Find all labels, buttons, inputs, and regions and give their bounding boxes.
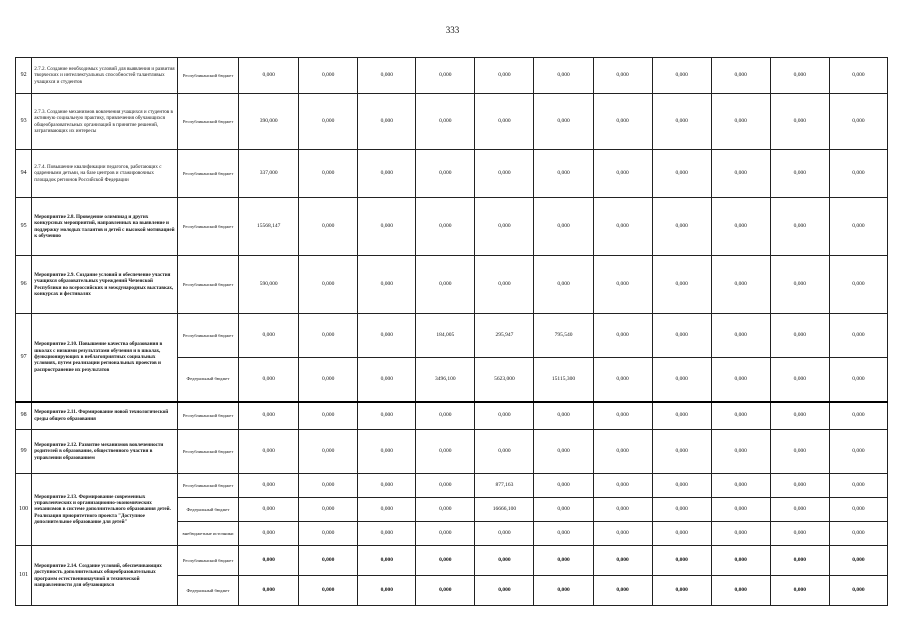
budget-value: 16666,100 xyxy=(475,498,534,522)
budget-value: 0,000 xyxy=(358,576,416,606)
funding-source: Республиканский бюджет xyxy=(177,402,238,430)
budget-value: 3496,100 xyxy=(416,358,475,402)
budget-value: 0,000 xyxy=(652,546,711,576)
row-number: 96 xyxy=(16,256,32,314)
budget-value: 0,000 xyxy=(652,402,711,430)
funding-source: Республиканский бюджет xyxy=(177,150,238,198)
budget-value: 0,000 xyxy=(593,94,652,150)
budget-value: 0,000 xyxy=(829,198,887,256)
activity-name: Мероприятие 2.14. Создание условий, обеспечивающих доступность дополнительных общеобразовательных программ естественнонаучной и технической направленности для обучающихся xyxy=(32,546,178,606)
funding-source: Республиканский бюджет xyxy=(177,474,238,498)
budget-value: 0,000 xyxy=(711,358,770,402)
budget-value: 0,000 xyxy=(358,58,416,94)
budget-value: 0,000 xyxy=(416,150,475,198)
budget-value: 0,000 xyxy=(358,314,416,358)
row-number: 98 xyxy=(16,402,32,430)
budget-value: 0,000 xyxy=(358,498,416,522)
budget-value: 0,000 xyxy=(475,256,534,314)
budget-value: 0,000 xyxy=(358,402,416,430)
budget-value: 0,000 xyxy=(770,498,829,522)
budget-value: 0,000 xyxy=(299,256,358,314)
funding-source: Республиканский бюджет xyxy=(177,546,238,576)
budget-value: 0,000 xyxy=(652,94,711,150)
budget-value: 0,000 xyxy=(829,314,887,358)
budget-value: 0,000 xyxy=(534,522,593,546)
funding-source: Федеральный бюджет xyxy=(177,498,238,522)
budget-value: 0,000 xyxy=(534,474,593,498)
budget-value: 0,000 xyxy=(534,430,593,474)
budget-value: 0,000 xyxy=(299,474,358,498)
budget-value: 0,000 xyxy=(416,256,475,314)
budget-value: 0,000 xyxy=(593,498,652,522)
budget-value: 0,000 xyxy=(416,522,475,546)
budget-value: 0,000 xyxy=(770,358,829,402)
budget-value: 0,000 xyxy=(593,358,652,402)
budget-value: 0,000 xyxy=(593,430,652,474)
budget-value: 0,000 xyxy=(239,576,299,606)
table-row xyxy=(16,150,888,198)
row-number: 100 xyxy=(16,474,32,546)
budget-value: 0,000 xyxy=(829,474,887,498)
budget-value: 0,000 xyxy=(593,402,652,430)
funding-source: Федеральный бюджет xyxy=(177,576,238,606)
funding-source: Республиканский бюджет xyxy=(177,430,238,474)
budget-value: 0,000 xyxy=(770,522,829,546)
budget-value: 0,000 xyxy=(829,150,887,198)
budget-value: 0,000 xyxy=(475,522,534,546)
budget-value: 0,000 xyxy=(829,576,887,606)
row-number: 101 xyxy=(16,546,32,606)
activity-name: 2.7.2. Создание необходимых условий для выявления и развития творческих и интеллектуальных способностей талантливых учащихся и студентов xyxy=(32,58,178,94)
budget-value: 0,000 xyxy=(770,256,829,314)
budget-value: 0,000 xyxy=(416,402,475,430)
budget-value: 0,000 xyxy=(770,546,829,576)
budget-value: 0,000 xyxy=(770,198,829,256)
table-row xyxy=(16,198,888,256)
budget-value: 0,000 xyxy=(239,474,299,498)
budget-value: 0,000 xyxy=(711,198,770,256)
budget-value: 0,000 xyxy=(829,546,887,576)
budget-value: 0,000 xyxy=(770,150,829,198)
budget-value: 0,000 xyxy=(770,576,829,606)
budget-value: 0,000 xyxy=(239,58,299,94)
budget-value: 0,000 xyxy=(416,58,475,94)
budget-value: 0,000 xyxy=(829,58,887,94)
budget-value: 0,000 xyxy=(239,546,299,576)
budget-value: 0,000 xyxy=(416,198,475,256)
budget-value: 0,000 xyxy=(652,198,711,256)
budget-value: 0,000 xyxy=(358,430,416,474)
budget-value: 0,000 xyxy=(358,474,416,498)
budget-value: 0,000 xyxy=(299,546,358,576)
budget-value: 0,000 xyxy=(475,58,534,94)
budget-value: 0,000 xyxy=(652,576,711,606)
budget-value: 0,000 xyxy=(652,150,711,198)
budget-value: 0,000 xyxy=(534,58,593,94)
budget-value: 0,000 xyxy=(652,430,711,474)
activity-name: 2.7.3. Создание механизмов вовлечения учащихся и студентов в активную социальную практику, привлечения обучающихся общеобразовательных организаций в принятие решений, затрагивающих их интересы xyxy=(32,94,178,150)
budget-table xyxy=(15,57,888,606)
budget-value: 0,000 xyxy=(239,402,299,430)
budget-value: 0,000 xyxy=(652,358,711,402)
budget-value: 0,000 xyxy=(416,576,475,606)
table-row xyxy=(16,94,888,150)
budget-value: 0,000 xyxy=(299,498,358,522)
budget-value: 0,000 xyxy=(299,522,358,546)
table-row xyxy=(16,402,888,430)
row-number: 99 xyxy=(16,430,32,474)
budget-value: 0,000 xyxy=(711,402,770,430)
budget-value: 0,000 xyxy=(534,546,593,576)
budget-value: 0,000 xyxy=(475,150,534,198)
budget-value: 0,000 xyxy=(770,474,829,498)
budget-value: 0,000 xyxy=(299,58,358,94)
budget-value: 0,000 xyxy=(711,314,770,358)
budget-value: 0,000 xyxy=(358,522,416,546)
budget-value: 0,000 xyxy=(593,522,652,546)
table-row xyxy=(16,314,888,358)
table-row xyxy=(16,546,888,576)
budget-value: 0,000 xyxy=(475,94,534,150)
budget-value: 0,000 xyxy=(711,58,770,94)
budget-value: 0,000 xyxy=(299,358,358,402)
activity-name: Мероприятие 2.8. Проведение олимпиад и других конкурсных мероприятий, направленных на выявление и поддержку молодых талантов и детей с высокой мотивацией к обучению xyxy=(32,198,178,256)
budget-value: 295,947 xyxy=(475,314,534,358)
budget-value: 15115,300 xyxy=(534,358,593,402)
budget-value: 0,000 xyxy=(652,314,711,358)
budget-value: 0,000 xyxy=(711,430,770,474)
budget-value: 0,000 xyxy=(652,498,711,522)
budget-value: 0,000 xyxy=(829,358,887,402)
row-number: 92 xyxy=(16,58,32,94)
budget-value: 0,000 xyxy=(475,546,534,576)
budget-value: 0,000 xyxy=(829,498,887,522)
budget-value: 0,000 xyxy=(711,256,770,314)
budget-value: 0,000 xyxy=(358,256,416,314)
budget-value: 0,000 xyxy=(416,498,475,522)
budget-value: 0,000 xyxy=(299,402,358,430)
budget-value: 0,000 xyxy=(358,94,416,150)
budget-value: 0,000 xyxy=(358,198,416,256)
budget-value: 337,000 xyxy=(239,150,299,198)
page-number: 333 xyxy=(445,25,460,35)
budget-value: 590,000 xyxy=(239,256,299,314)
budget-value: 0,000 xyxy=(593,546,652,576)
budget-value: 0,000 xyxy=(239,314,299,358)
budget-value: 0,000 xyxy=(534,576,593,606)
budget-value: 0,000 xyxy=(770,94,829,150)
budget-value: 0,000 xyxy=(593,576,652,606)
funding-source: Федеральный бюджет xyxy=(177,358,238,402)
budget-value: 5623,000 xyxy=(475,358,534,402)
budget-value: 0,000 xyxy=(829,94,887,150)
budget-value: 0,000 xyxy=(593,198,652,256)
budget-value: 877,163 xyxy=(475,474,534,498)
budget-value: 0,000 xyxy=(299,94,358,150)
budget-value: 0,000 xyxy=(239,430,299,474)
budget-value: 0,000 xyxy=(711,94,770,150)
budget-value: 0,000 xyxy=(299,430,358,474)
budget-value: 0,000 xyxy=(239,498,299,522)
budget-value: 0,000 xyxy=(652,522,711,546)
funding-source: Республиканский бюджет xyxy=(177,94,238,150)
budget-value: 0,000 xyxy=(711,546,770,576)
table-row xyxy=(16,474,888,498)
budget-value: 0,000 xyxy=(299,576,358,606)
budget-value: 0,000 xyxy=(475,402,534,430)
budget-value: 0,000 xyxy=(829,256,887,314)
activity-name: Мероприятие 2.9. Создание условий и обеспечение участия учащихся образовательных учреждений Чеченской Республики во всероссийских и международных выставках, конкурсах и фестивалях xyxy=(32,256,178,314)
budget-value: 0,000 xyxy=(652,474,711,498)
budget-value: 0,000 xyxy=(416,474,475,498)
budget-value: 0,000 xyxy=(358,358,416,402)
activity-name: Мероприятие 2.12. Развитие механизмов вовлеченности родителей в образование, общественного участия в управлении образованием xyxy=(32,430,178,474)
budget-value: 0,000 xyxy=(770,314,829,358)
budget-value: 0,000 xyxy=(711,474,770,498)
budget-value: 0,000 xyxy=(593,474,652,498)
table-row xyxy=(16,256,888,314)
row-number: 94 xyxy=(16,150,32,198)
activity-name: Мероприятие 2.10. Повышение качества образования в школах с низкими результатами обучения и в школах, функционирующих в неблагоприятных социальных условиях, путем реализации региональных проектов и распространение их результатов xyxy=(32,314,178,402)
budget-value: 0,000 xyxy=(829,522,887,546)
budget-value: 0,000 xyxy=(534,256,593,314)
funding-source: Республиканский бюджет xyxy=(177,58,238,94)
row-number: 93 xyxy=(16,94,32,150)
budget-value: 0,000 xyxy=(299,150,358,198)
budget-value: 0,000 xyxy=(358,546,416,576)
budget-value: 0,000 xyxy=(358,150,416,198)
budget-value: 0,000 xyxy=(652,58,711,94)
budget-value: 390,000 xyxy=(239,94,299,150)
budget-value: 0,000 xyxy=(239,522,299,546)
budget-value: 0,000 xyxy=(299,314,358,358)
budget-value: 184,005 xyxy=(416,314,475,358)
budget-value: 0,000 xyxy=(593,314,652,358)
budget-value: 0,000 xyxy=(475,198,534,256)
budget-value: 0,000 xyxy=(829,402,887,430)
budget-value: 0,000 xyxy=(711,150,770,198)
budget-value: 0,000 xyxy=(299,198,358,256)
table-body xyxy=(16,58,888,606)
funding-source: Республиканский бюджет xyxy=(177,256,238,314)
budget-value: 0,000 xyxy=(593,58,652,94)
activity-name: Мероприятие 2.13. Формирование современных управленческих и организационно-экономических механизмов в системе дополнительного образования детей. Реализация приоритетного проекта "Доступное дополнительное образование для детей" xyxy=(32,474,178,546)
budget-value: 0,000 xyxy=(534,498,593,522)
budget-value: 0,000 xyxy=(416,94,475,150)
budget-value: 0,000 xyxy=(829,430,887,474)
budget-value: 0,000 xyxy=(534,94,593,150)
budget-value: 0,000 xyxy=(534,198,593,256)
activity-name: 2.7.4. Повышение квалификации педагогов, работающих с одаренными детьми, на базе центров и стажировочных площадок регионов Российской Федерации xyxy=(32,150,178,198)
budget-value: 0,000 xyxy=(416,546,475,576)
funding-source: внебюджетные источники xyxy=(177,522,238,546)
budget-value: 15568,147 xyxy=(239,198,299,256)
budget-value: 0,000 xyxy=(239,358,299,402)
budget-value: 0,000 xyxy=(416,430,475,474)
budget-value: 0,000 xyxy=(593,150,652,198)
budget-value: 0,000 xyxy=(652,256,711,314)
budget-value: 0,000 xyxy=(593,256,652,314)
funding-source: Республиканский бюджет xyxy=(177,314,238,358)
budget-value: 0,000 xyxy=(475,576,534,606)
budget-value: 0,000 xyxy=(534,150,593,198)
budget-value: 0,000 xyxy=(534,402,593,430)
budget-value: 0,000 xyxy=(711,576,770,606)
table-row xyxy=(16,58,888,94)
row-number: 97 xyxy=(16,314,32,402)
budget-value: 0,000 xyxy=(711,498,770,522)
row-number: 95 xyxy=(16,198,32,256)
budget-value: 0,000 xyxy=(770,430,829,474)
activity-name: Мероприятие 2.11. Формирование новой технологической среды общего образования xyxy=(32,402,178,430)
budget-value: 795,540 xyxy=(534,314,593,358)
funding-source: Республиканский бюджет xyxy=(177,198,238,256)
budget-value: 0,000 xyxy=(711,522,770,546)
budget-value: 0,000 xyxy=(770,402,829,430)
budget-value: 0,000 xyxy=(770,58,829,94)
table-row xyxy=(16,430,888,474)
budget-value: 0,000 xyxy=(475,430,534,474)
